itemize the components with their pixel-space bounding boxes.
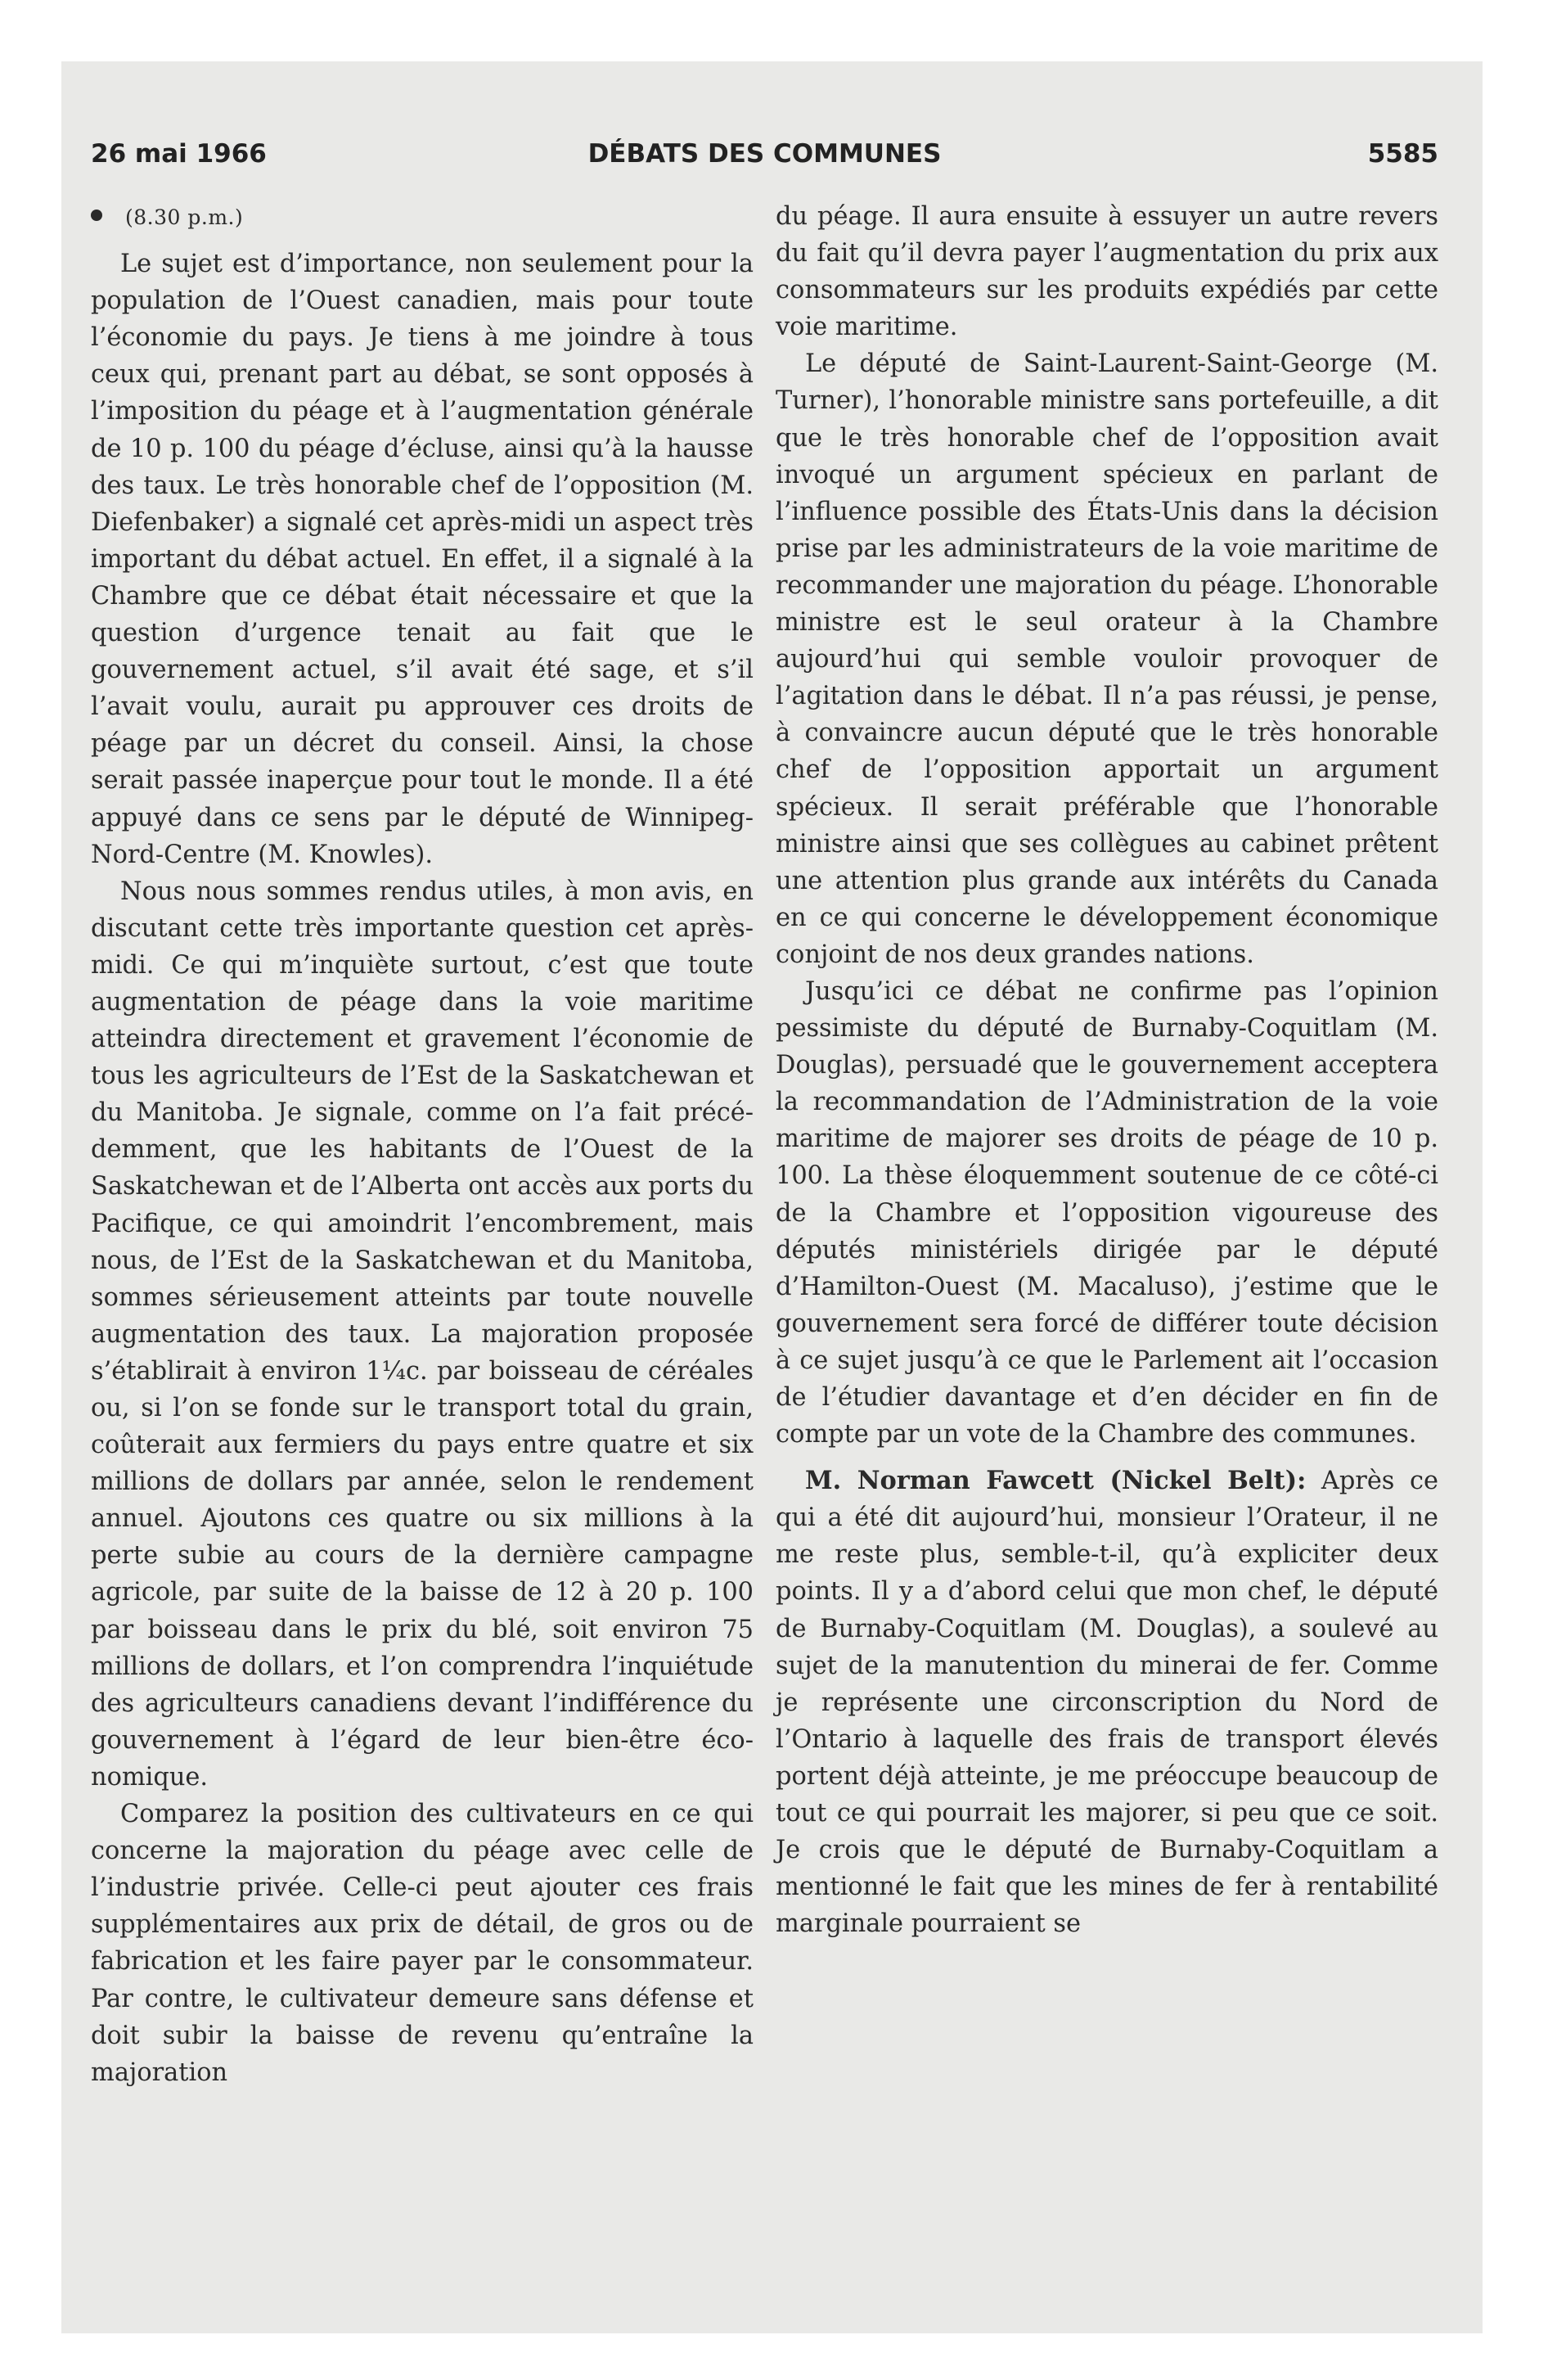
- time-marker-line: [91, 198, 754, 236]
- paragraph-continuation: du péage. Il aura ensuite à essuyer un autre revers du fait qu’il devra payer l’augmentation du prix aux consommateurs sur les produits expédiés par cette voie maritime.: [776, 202, 1438, 342]
- right-column: [776, 198, 1438, 1942]
- bullet-icon: [91, 210, 102, 221]
- header-title: DÉBATS DES COMMUNES: [587, 139, 942, 169]
- header-date: 26 mai 1966: [91, 139, 267, 169]
- page-number: 5585: [1367, 139, 1438, 169]
- speaker-name: M. Norman Fawcett (Nickel Belt):: [805, 1466, 1307, 1496]
- time-marker: (8.30 p.m.): [125, 205, 244, 229]
- paragraph: Le député de Saint-Laurent-Saint-George (M. Turner), l’honorable ministre sans portefeuille, a dit que le très honorable chef de l’opposition avait invoqué un argument spécieux en parlant de l’influence possible des États-Unis dans la décision prise par les administrateurs de la voie maritime de recommander une majoration du péage. L’honorable ministre est le seul orateur à la Chambre aujourd’hui qui semble vouloir provoquer de l’agitation dans le débat. Il n’a pas réussi, je pense, à convaincre aucun député que le très honorable chef de l’opposition apportait un argument spécieux. Il serait préférable que l’honorable ministre ainsi que ses collègues au cabinet prêtent une attention plus grande aux intérêts du Canada en ce qui concerne le développement économique conjoint de nos deux grandes nations.: [776, 349, 1438, 969]
- page: [61, 61, 1483, 2333]
- left-column: [91, 198, 754, 2091]
- speaker-paragraph: [776, 1463, 1438, 1942]
- paragraph: Le sujet est d’importance, non seulement pour la population de l’Ouest canadien, mais pour toute l’économie du pays. Je tiens à me joindre à tous ceux qui, prenant part au débat, se sont opposés à l’imposition du péage et à l’augmentation générale de 10 p. 100 du péage d’écluse, ainsi qu’à la hausse des taux. Le très honorable chef de l’opposition (M. Diefenbaker) a signalé cet après-midi un aspect très important du débat actuel. En effet, il a signalé à la Chambre que ce débat était nécessaire et que la question d’urgence tenait au fait que le gouvernement actuel, s’il avait été sage, et s’il l’avait voulu, aurait pu approuver ces droits de péage par un décret du conseil. Ainsi, la chose serait passée inaperçue pour tout le monde. Il a été appuyé dans ce sens par le député de Winnipeg-Nord-Centre (M. Knowles).: [91, 250, 754, 869]
- paragraph: Jusqu’ici ce débat ne confirme pas l’opinion pessimiste du député de Burnaby-Coquitlam (M. Douglas), persuadé que le gouvernement acceptera la recommandation de l’Administration de la voie maritime de majorer ses droits de péage de 10 p. 100. La thèse éloquemment soutenue de ce côté-ci de la Chambre et l’opposition vigoureuse des députés ministériels dirigée par le député d’Hamilton-Ouest (M. Macaluso), j’estime que le gouvernement sera forcé de différer toute décision à ce sujet jusqu’à ce que le Parlement ait l’occasion de l’étudier davantage et d’en décider en fin de compte par un vote de la Chambre des communes.: [776, 976, 1438, 1449]
- paragraph: Comparez la position des cultivateurs en ce qui concerne la majoration du péage avec celle de l’industrie privée. Celle-ci peut ajouter ces frais supplémentaires aux prix de détail, de gros ou de fabrication et les faire payer par le consommateur. Par contre, le cultivateur demeure sans défense et doit subir la baisse de revenu qu’entraîne la majoration: [91, 1800, 754, 2087]
- running-header: [91, 139, 1438, 180]
- speaker-text: Après ce qui a été dit aujourd’hui, monsieur l’Orateur, il ne me reste plus, semble-t-il, qu’à expliciter deux points. Il y a d’abord celui que mon chef, le député de Burnaby-Coquitlam (M. Douglas), a soulevé au sujet de la manutention du minerai de fer. Comme je représente une circonscription du Nord de l’Ontario à laquelle des frais de transport élevés portent déjà atteinte, je me préoccupe beaucoup de tout ce qui pourrait les majorer, si peu que ce soit. Je crois que le député de Burnaby-Coquitlam a mentionné le fait que les mines de fer à rentabilité marginale pourraient se: [776, 1467, 1438, 1939]
- paragraph: Nous nous sommes rendus utiles, à mon avis, en discutant cette très importante question cet après-midi. Ce qui m’inquiète surtout, c’est que toute augmentation de péage dans la voie maritime atteindra directement et gravement l’économie de tous les agriculteurs de l’Est de la Saskatchewan et du Manitoba. Je signale, comme on l’a fait précédemment, que les habitants de l’Ouest de la Saskatchewan et de l’Alberta ont accès aux ports du Pacifique, ce qui amoindrit l’encombrement, mais nous, de l’Est de la Saskatchewan et du Manitoba, sommes sérieusement atteints par toute nouvelle augmentation des taux. La majoration proposée s’établirait à environ 1¼c. par boisseau de céréales ou, si l’on se fonde sur le transport total du grain, coûterait aux fermiers du pays entre quatre et six millions de dollars par année, selon le rendement annuel. Ajoutons ces quatre ou six millions à la perte subie au cours de la dernière campagne agricole, par suite de la baisse de 12 à 20 p. 100 par boisseau dans le prix du blé, soit environ 75 millions de dollars, et l’on comprendra l’inquiétude des agriculteurs canadiens devant l’indifférence du gouvernement à l’égard de leur bien-être économique.: [91, 877, 754, 1792]
